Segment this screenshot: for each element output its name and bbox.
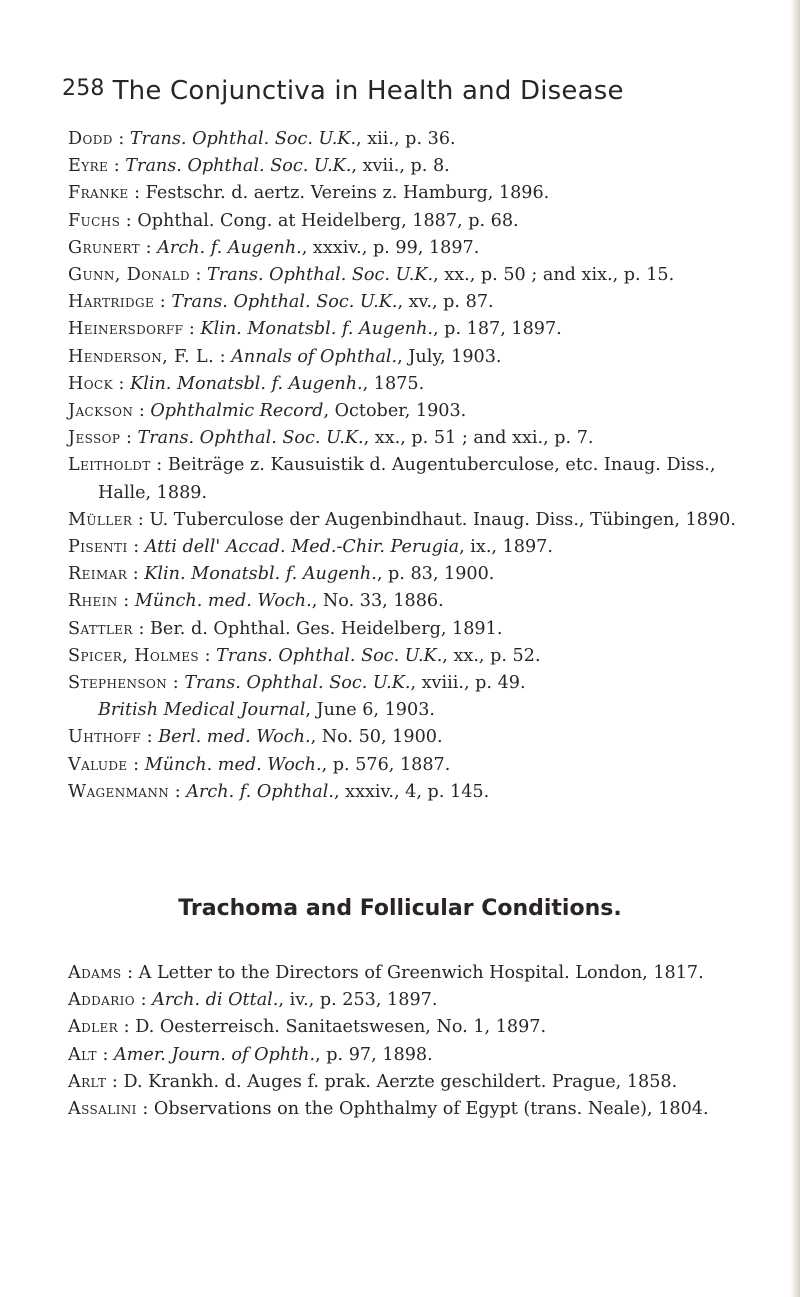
reference-entry: Sattler : Ber. d. Ophthal. Ges. Heidelberg, 1891. [68,618,503,639]
reference-entry: Grunert : Arch. f. Augenh., xxxiv., p. 99, 1897. [68,237,480,258]
reference-entry: Pisenti : Atti dell' Accad. Med.-Chir. Perugia, ix., 1897. [68,537,553,558]
reference-entry: Müller : U. Tuberculose der Augenbindhaut. Inaug. Diss., Tübingen, 1890. [68,509,736,530]
reference-entry: Eyre : Trans. Ophthal. Soc. U.K., xvii., p. 8. [68,156,450,177]
reference-entry: Arlt : D. Krankh. d. Auges f. prak. Aerzte geschildert. Prague, 1858. [68,1071,678,1092]
reference-list-ophthalmic [68,126,768,806]
reference-entry: Addario : Arch. di Ottal., iv., p. 253, 1897. [68,990,438,1011]
reference-entry: Jackson : Ophthalmic Record, October, 1903. [68,401,467,422]
reference-entry: Jessop : Trans. Ophthal. Soc. U.K., xx., p. 51 ; and xxi., p. 7. [68,428,594,449]
running-header [62,76,624,106]
reference-entry: Stephenson : Trans. Ophthal. Soc. U.K., xviii., p. 49. [68,673,526,694]
reference-entry: Hartridge : Trans. Ophthal. Soc. U.K., xv., p. 87. [68,292,494,313]
reference-entry: Leitholdt : Beiträge z. Kausuistik d. Augentuberculose, etc. Inaug. Diss., Halle, 1889. [68,455,716,503]
page-edge [790,0,800,1297]
reference-entry: Wagenmann : Arch. f. Ophthal., xxxiv., 4, p. 145. [68,781,490,802]
reference-entry: Gunn, Donald : Trans. Ophthal. Soc. U.K., xx., p. 50 ; and xix., p. 15. [68,265,675,286]
reference-entry: Uhthoff : Berl. med. Woch., No. 50, 1900. [68,727,443,748]
reference-entry: Assalini : Observations on the Ophthalmy of Egypt (trans. Neale), 1804. [68,1099,709,1120]
reference-entry: Rhein : Münch. med. Woch., No. 33, 1886. [68,591,444,612]
page-title: The Conjunctiva in Health and Disease [112,76,624,106]
reference-entry: Adler : D. Oesterreisch. Sanitaetswesen, No. 1, 1897. [68,1017,547,1038]
reference-entry: Heinersdorff : Klin. Monatsbl. f. Augenh., p. 187, 1897. [68,319,562,340]
page-number: 258 [62,76,105,101]
reference-list-trachoma [68,960,768,1123]
reference-continuation: British Medical Journal, June 6, 1903. [98,700,435,721]
reference-entry: Hock : Klin. Monatsbl. f. Augenh., 1875. [68,373,425,394]
reference-entry: Adams : A Letter to the Directors of Greenwich Hospital. London, 1817. [68,963,704,983]
reference-entry: Dodd : Trans. Ophthal. Soc. U.K., xii., p. 36. [68,129,456,149]
reference-entry: Alt : Amer. Journ. of Ophth., p. 97, 1898. [68,1044,433,1065]
reference-entry: Franke : Festschr. d. aertz. Vereins z. Hamburg, 1896. [68,183,550,204]
reference-entry: Reimar : Klin. Monatsbl. f. Augenh., p. 83, 1900. [68,564,495,585]
reference-entry: Valude : Münch. med. Woch., p. 576, 1887. [68,754,451,775]
reference-entry: Spicer, Holmes : Trans. Ophthal. Soc. U.K., xx., p. 52. [68,645,541,666]
reference-entry: Henderson, F. L. : Annals of Ophthal., July, 1903. [68,346,502,367]
reference-entry: Fuchs : Ophthal. Cong. at Heidelberg, 1887, p. 68. [68,210,519,231]
section-heading: Trachoma and Follicular Conditions. [178,896,622,921]
